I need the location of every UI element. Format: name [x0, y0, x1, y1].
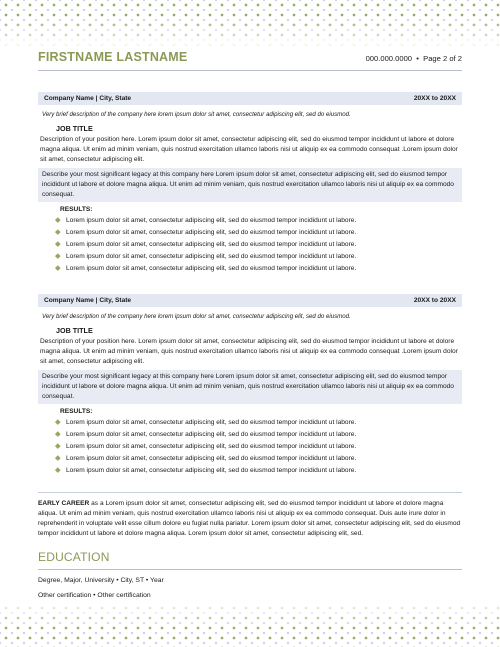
diamond-bullet-icon	[55, 432, 60, 437]
education-degree: Degree, Major, University • City, ST • Year	[38, 577, 164, 584]
result-item	[38, 453, 462, 465]
diamond-bullet-icon	[55, 420, 60, 425]
result-item	[38, 441, 462, 453]
result-item	[38, 239, 462, 251]
header-divider	[38, 70, 462, 71]
result-item	[38, 417, 462, 429]
job-dates: 20XX to 20XX	[413, 297, 456, 304]
result-text: Lorem ipsum dolor sit amet, consectetur adipiscing elit, sed do eiusmod tempor incididunt ut labore.	[66, 455, 357, 462]
page-number: Page 2 of 2	[423, 54, 462, 63]
legacy-statement: Describe your most significant legacy at this company here Lorem ipsum dolor sit amet, consectetur adipiscing elit, sed do eiusmod tempor incididunt ut labore et dolore magna aliqua. Ut enim ad minim veniam, quis nostrud exercitation ullamco laboris nisi ut aliquip ex ea commodo consequat.	[38, 168, 462, 202]
early-career-label: EARLY CAREER	[38, 500, 90, 507]
diamond-bullet-icon	[55, 266, 60, 271]
result-text: Lorem ipsum dolor sit amet, consectetur adipiscing elit, sed do eiusmod tempor incididunt ut labore.	[66, 419, 357, 426]
job-title: JOB TITLE	[56, 124, 93, 133]
diamond-bullet-icon	[55, 254, 60, 259]
candidate-name: FIRSTNAME LASTNAME	[38, 50, 188, 64]
result-text: Lorem ipsum dolor sit amet, consectetur adipiscing elit, sed do eiusmod tempor incididunt ut labore.	[66, 217, 357, 224]
resume-header	[38, 50, 462, 64]
result-text: Lorem ipsum dolor sit amet, consectetur adipiscing elit, sed do eiusmod tempor incididunt ut labore.	[66, 431, 357, 438]
early-career-text: as a Lorem ipsum dolor sit amet, consectetur adipiscing elit, sed do eiusmod tempor incididunt ut labore et dolore magna aliqua. Ut enim ad minim veniam, quis nostrud exercitation ullamco laboris nisi ut aliquip ex ea commodo consequat. Duis aute irure dolor in reprehenderit in voluptate velit esse cillum dolore eu fugiat nulla pariatur. Lorem ipsum dolor sit amet, consectetur adipiscing elit, sed do eiusmod tempor incididunt ut labore et dolore magna aliqua. Lorem ipsum dolor sit amet, consectetur adipiscing elit, sed.	[38, 500, 461, 537]
legacy-statement: Describe your most significant legacy at this company here Lorem ipsum dolor sit amet, consectetur adipiscing elit, sed do eiusmod tempor incididunt ut labore et dolore magna aliqua. Ut enim ad minim veniam, quis nostrud exercitation ullamco laboris nisi ut aliquip ex ea commodo consequat.	[38, 370, 462, 404]
job-dates: 20XX to 20XX	[413, 95, 456, 102]
result-item	[38, 227, 462, 239]
result-item	[38, 251, 462, 263]
company-name: Company Name | City, State	[44, 95, 132, 102]
bottom-pattern-band	[0, 603, 500, 647]
diamond-bullet-icon	[55, 230, 60, 235]
early-career-section	[38, 492, 462, 539]
results-list	[38, 417, 462, 477]
result-item	[38, 263, 462, 275]
company-description: Very brief description of the company here lorem ipsum dolor sit amet, consectetur adipiscing elit, sed do eiusmod.	[42, 111, 351, 118]
result-text: Lorem ipsum dolor sit amet, consectetur adipiscing elit, sed do eiusmod tempor incididunt ut labore.	[66, 265, 357, 272]
result-item	[38, 465, 462, 477]
position-description: Description of your position here. Lorem ipsum dolor sit amet, consectetur adipiscing elit, sed do eiusmod tempor incididunt ut labore et dolore magna aliqua. Ut enim ad minim veniam, quis nostrud exercitation ullamco laboris nisi ut aliquip ex ea commodo consequat .Lorem ipsum dolor sit amet, consectetur adipiscing elit.	[40, 338, 458, 365]
job-entry	[38, 92, 462, 275]
diamond-bullet-icon	[55, 242, 60, 247]
company-bar	[38, 294, 462, 307]
diamond-bullet-icon	[55, 444, 60, 449]
job-title: JOB TITLE	[56, 326, 93, 335]
results-list	[38, 215, 462, 275]
results-label: RESULTS:	[60, 408, 93, 415]
company-name: Company Name | City, State	[44, 297, 132, 304]
diamond-bullet-icon	[55, 456, 60, 461]
company-bar	[38, 92, 462, 105]
position-description: Description of your position here. Lorem ipsum dolor sit amet, consectetur adipiscing elit, sed do eiusmod tempor incididunt ut labore et dolore magna aliqua. Ut enim ad minim veniam, quis nostrud exercitation ullamco laboris nisi ut aliquip ex ea commodo consequat .Lorem ipsum dolor sit amet, consectetur adipiscing elit.	[40, 136, 458, 163]
job-entry	[38, 294, 462, 477]
education-divider	[38, 569, 462, 570]
education-heading: EDUCATION	[38, 550, 110, 564]
result-text: Lorem ipsum dolor sit amet, consectetur adipiscing elit, sed do eiusmod tempor incididunt ut labore.	[66, 467, 357, 474]
phone-number: 000.000.0000	[365, 54, 413, 63]
result-text: Lorem ipsum dolor sit amet, consectetur adipiscing elit, sed do eiusmod tempor incididunt ut labore.	[66, 241, 357, 248]
result-text: Lorem ipsum dolor sit amet, consectetur adipiscing elit, sed do eiusmod tempor incididunt ut labore.	[66, 443, 357, 450]
contact-info: 000.000.0000 • Page 2 of 2	[365, 54, 462, 63]
diamond-bullet-icon	[55, 468, 60, 473]
result-text: Lorem ipsum dolor sit amet, consectetur adipiscing elit, sed do eiusmod tempor incididunt ut labore.	[66, 229, 357, 236]
education-certifications: Other certification • Other certification	[38, 592, 151, 599]
company-description: Very brief description of the company here lorem ipsum dolor sit amet, consectetur adipiscing elit, sed do eiusmod.	[42, 313, 351, 320]
results-label: RESULTS:	[60, 206, 93, 213]
result-item	[38, 429, 462, 441]
result-text: Lorem ipsum dolor sit amet, consectetur adipiscing elit, sed do eiusmod tempor incididunt ut labore.	[66, 253, 357, 260]
top-pattern-band	[0, 0, 500, 46]
diamond-bullet-icon	[55, 218, 60, 223]
result-item	[38, 215, 462, 227]
resume-page	[38, 50, 462, 599]
